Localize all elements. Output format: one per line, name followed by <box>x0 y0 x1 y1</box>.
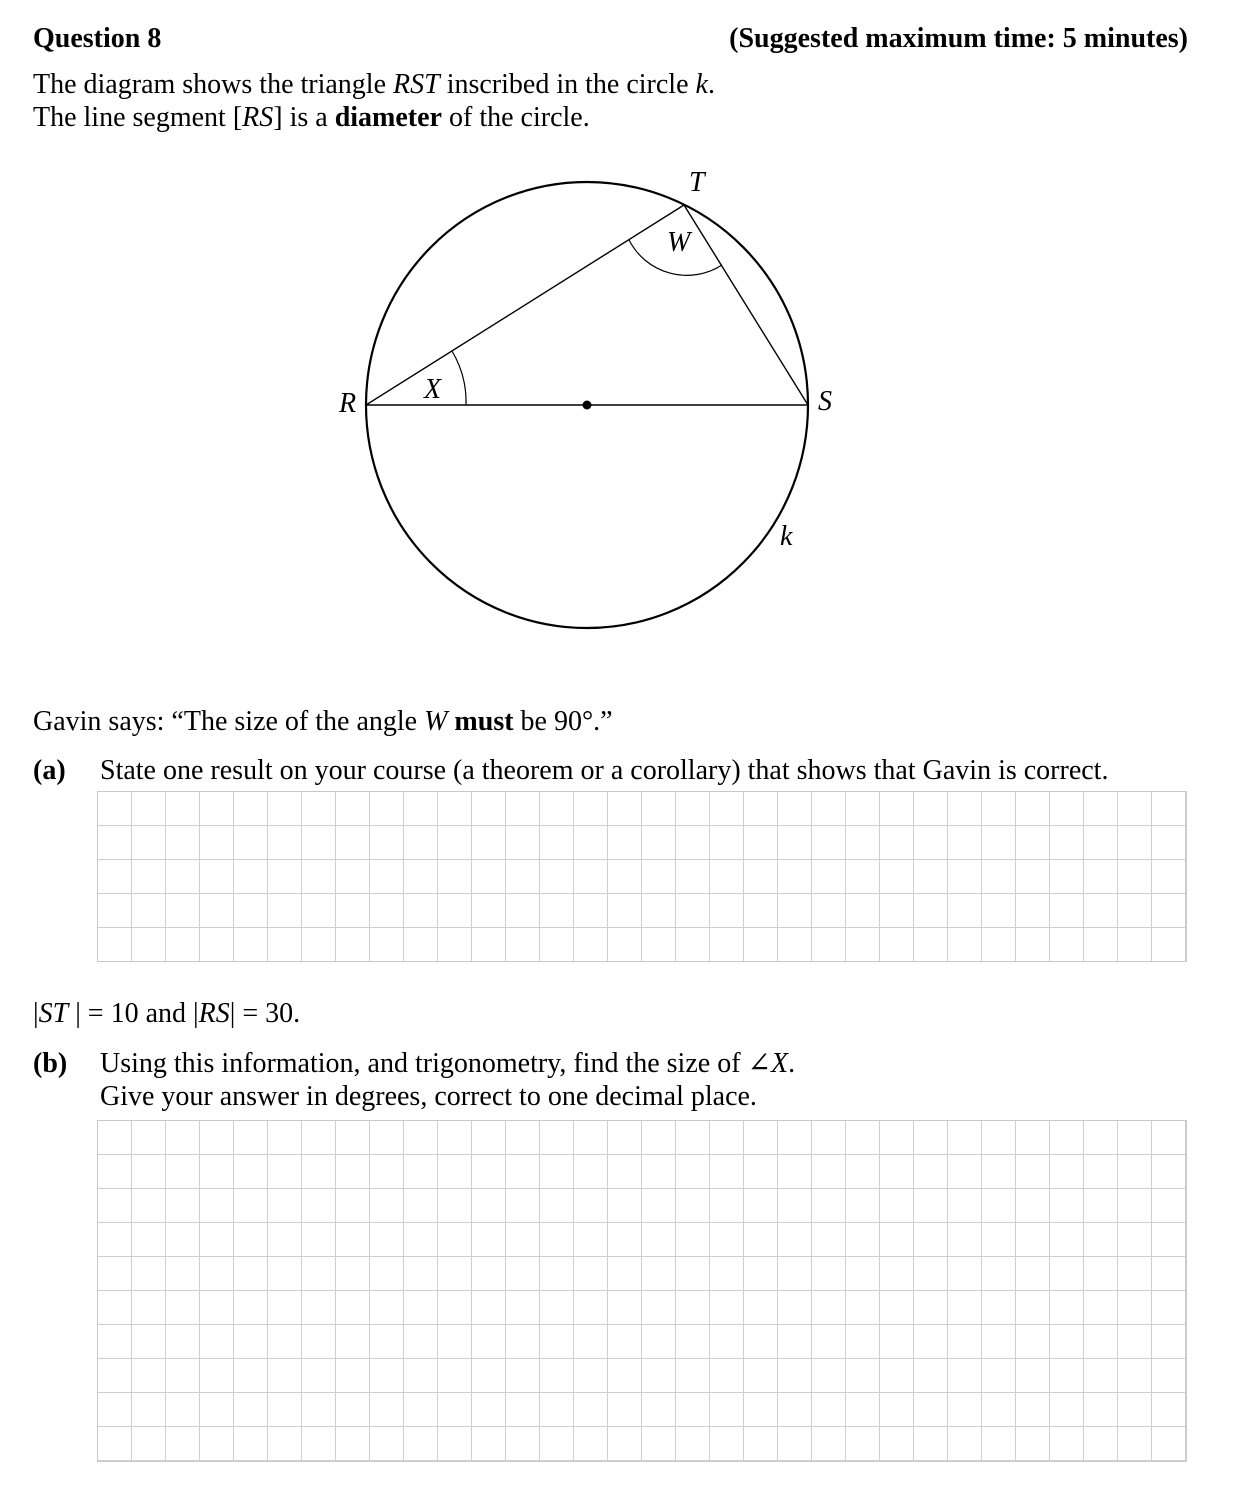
part-b-text: Using this information, and trigonometry, find the size of ∠ <box>100 1048 771 1079</box>
given-st: ST <box>38 998 69 1029</box>
label-t: T <box>689 167 705 198</box>
side-rt <box>366 205 684 405</box>
part-b-label: (b) <box>33 1048 68 1079</box>
centre-point <box>583 401 592 410</box>
given-lengths <box>33 997 300 1030</box>
gavin-angle-w: W <box>424 706 448 737</box>
question-title: Question 8 <box>33 23 162 54</box>
intro-line-1-text: The diagram shows the triangle <box>33 69 394 100</box>
diameter-bold: diameter <box>334 102 442 133</box>
triangle-name: RST <box>393 69 440 100</box>
part-a-label: (a) <box>33 755 66 786</box>
answer-grid-a[interactable] <box>97 791 1187 962</box>
gavin-must: must <box>454 706 514 737</box>
label-w: W <box>667 227 691 258</box>
circle-diagram <box>0 0 1238 700</box>
side-ts <box>684 205 808 405</box>
given-mid: | = 10 and | <box>68 998 199 1029</box>
given-rs: RS <box>198 998 230 1029</box>
gavin-text: Gavin says: “The size of the angle <box>33 706 425 737</box>
intro-line-1-end: . <box>707 69 715 100</box>
label-s: S <box>818 386 832 417</box>
gavin-statement <box>33 705 613 738</box>
intro-line-2-mid: ] is a <box>273 102 335 133</box>
intro-line-1-mid: inscribed in the circle <box>439 69 696 100</box>
part-b-question-line-2: Give your answer in degrees, correct to one decimal place. <box>100 1081 757 1112</box>
intro-line-2-end: of the circle. <box>442 102 590 133</box>
label-r: R <box>339 388 357 419</box>
angle-x-arc <box>452 351 466 405</box>
gavin-end: be 90°.” <box>513 706 613 737</box>
answer-grid-b[interactable] <box>97 1120 1187 1462</box>
segment-name: RS <box>242 102 274 133</box>
time-note: (Suggested maximum time: 5 minutes) <box>729 23 1188 54</box>
part-b-question-line-1 <box>100 1047 795 1080</box>
circle-name: k <box>695 69 708 100</box>
given-bar: | <box>33 998 39 1029</box>
part-b-end: . <box>788 1048 796 1079</box>
given-end: | = 30. <box>229 998 301 1029</box>
label-x: X <box>424 374 442 405</box>
label-k: k <box>780 521 793 552</box>
intro-line-2-text: The line segment [ <box>33 102 243 133</box>
part-a-question: State one result on your course (a theorem or a corollary) that shows that Gavin is correct. <box>100 755 1109 786</box>
part-b-angle-x: X <box>770 1048 789 1079</box>
